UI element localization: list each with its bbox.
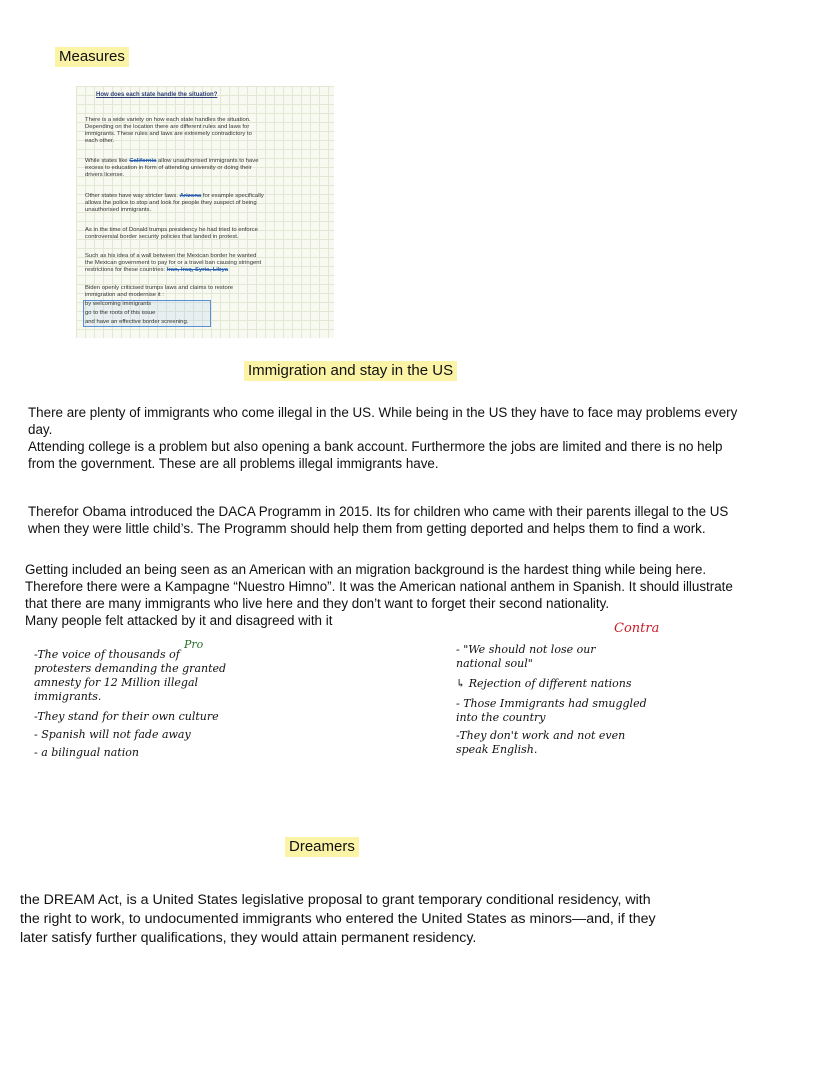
note-paragraph-4: As in the time of Donald trumps presidency he had tried to enforce controversial border security policies that landed in protest. <box>85 227 258 240</box>
paragraph-intro: There are plenty of immigrants who come illegal in the US. While being in the US they have to face may problems every day. Attending college is a problem but also opening a bank account. Furthermore the jobs are limited and there is no help from the government. These are all problems illegal immigrants have. <box>28 405 738 471</box>
paragraph-daca: Therefor Obama introduced the DACA Programm in 2015. Its for children who came with their parents illegal to the US when they were little child’s. The Programm should help them from getting deported and helps them to find a work. <box>28 504 729 536</box>
handwritten-pro-list: -The voice of thousands of protesters demanding the granted amnesty for 12 Million illegal immigrants. -They stand for their own culture - Spanish will not fade away - a bilingual nation <box>34 648 227 759</box>
note-paragraph-1: There is a wide variety on how each state handles the situation. Depending on the location there are different rules and laws for immigrants. These rules and laws are extremely contradictory to each other. <box>85 117 252 144</box>
note-highlight-countries: Iran, Iraq, Syria, Libya <box>166 267 229 273</box>
heading-dreamers: Dreamers <box>285 837 359 857</box>
note-question: How does each state handle the situation? <box>96 92 218 98</box>
note-paragraph-6: Biden openly criticised trumps laws and claims to restore immigration and modernise it : <box>85 285 233 298</box>
note-paragraph-5: Such as his idea of a wall between the Mexican border he wanted the Mexican government to pay for or a travel ban causing stringent restrictions for these countries: Iran, Iraq, Syria, Libya <box>85 253 262 273</box>
note-paragraph-2: While states like California allow unauthorised immigrants to have excess to education in form of attending university or doing their drivers license. <box>85 158 259 178</box>
paragraph-dream-act: the DREAM Act, is a United States legislative proposal to grant temporary conditional residency, with the right to work, to undocumented immigrants who entered the United States as minors—and, if they later satisfy further qualifications, they would attain permanent residency. <box>20 892 656 946</box>
note-bullet: by welcoming immigrants <box>85 301 152 307</box>
note-bullet: and have an effective border screening. <box>85 319 189 325</box>
heading-immigration: Immigration and stay in the US <box>244 361 457 381</box>
paragraph-anthem: Getting included an being seen as an American with an migration background is the hardest thing while being here. Therefore there were a Kampagne “Nuestro Himno”. It was the American national anthem in Spanish. It should illustrate that there are many immigrants who live here and they don’t want to forget their second nationality. Many people felt attacked by it and disagreed with it <box>25 562 733 628</box>
handwritten-contra-list: - "We should not lose our national soul" ↳ Rejection of different nations - Those Immigrants had smuggled into the country -They don't work and not even speak English. <box>456 643 647 756</box>
note-highlight-california: California <box>129 158 157 164</box>
note-bullet: go to the roots of this issue <box>85 310 156 316</box>
heading-measures: Measures <box>55 47 129 67</box>
handwritten-pro-label: Pro <box>184 638 204 651</box>
notes-screenshot <box>76 86 334 338</box>
handwritten-contra-label: Contra <box>614 621 660 636</box>
note-paragraph-3: Other states have way stricter laws. Arizona for example specifically allows the police to stop and look for people they suspect of being unauthorised immigrants. <box>85 193 264 213</box>
note-highlight-arizona: Arizona <box>179 193 202 199</box>
